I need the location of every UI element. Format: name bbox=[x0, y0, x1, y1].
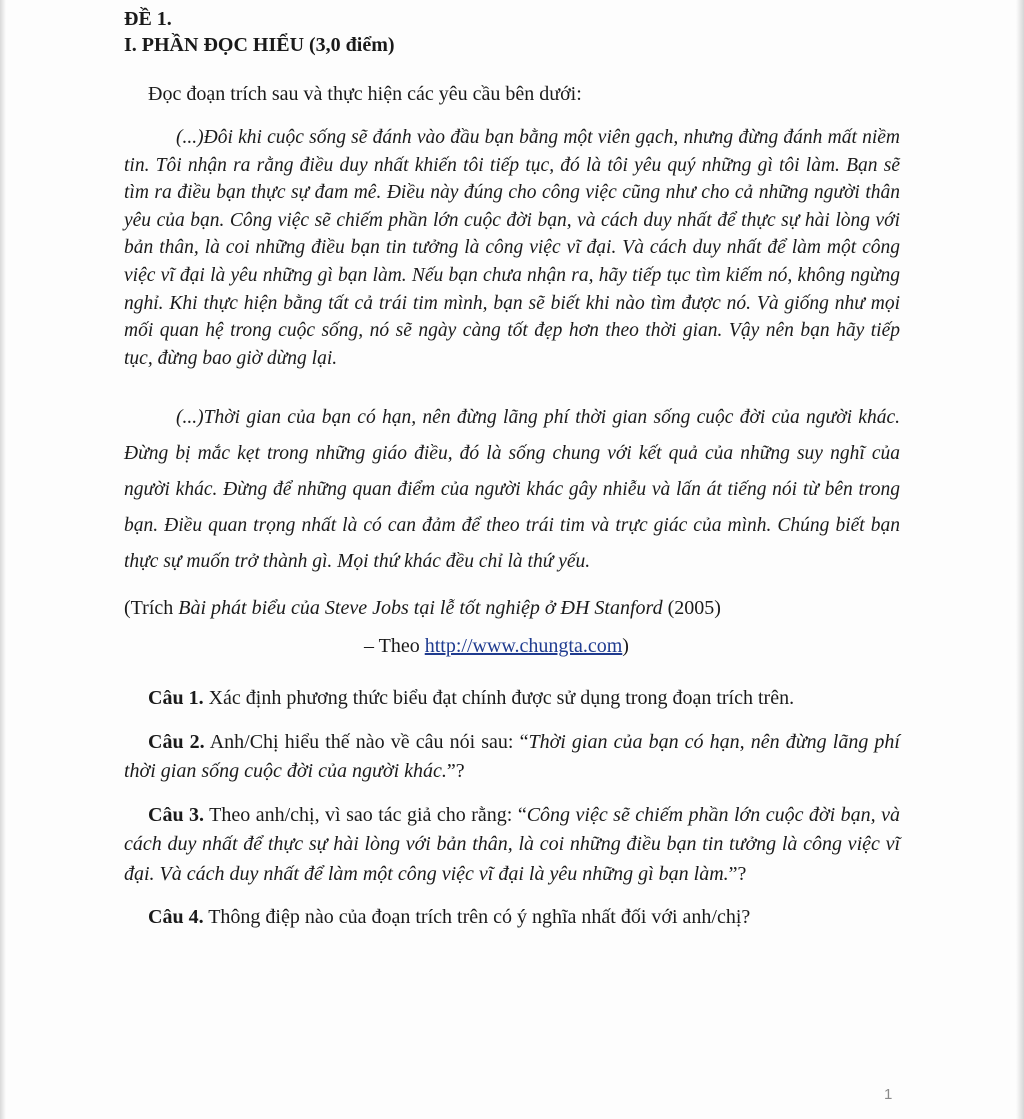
page-number: 1 bbox=[884, 1086, 893, 1103]
source-close: ) bbox=[622, 635, 629, 658]
question-3-quote: Công việc sẽ chiếm phần lớn cuộc đời bạn, và cách duy nhất để thực sự hài lòng với bản thân, là coi những điều bạn tin tưởng là công việc vĩ đại. Và cách duy nhất để làm một công việc vĩ đại là yêu những gì bạn làm. bbox=[124, 803, 900, 885]
question-4-text: Thông điệp nào của đoạn trích trên có ý nghĩa nhất đối với anh/chị? bbox=[203, 906, 751, 929]
passage-paragraph-1: (...)Đôi khi cuộc sống sẽ đánh vào đầu bạn bằng một viên gạch, nhưng đừng đánh mất niềm tin. Tôi nhận ra rằng điều duy nhất khiến tôi tiếp tục, đó là tôi yêu quý những gì tôi làm. Bạn sẽ tìm ra điều bạn thực sự đam mê. Điều này đúng cho công việc cũng như cho cả những người thân yêu của bạn. Công việc sẽ chiếm phần lớn cuộc đời bạn, và cách duy nhất để thực sự hài lòng với bản thân, là coi những điều bạn tin tưởng là công việc vĩ đại. Và cách duy nhất để làm một công việc vĩ đại là yêu những gì bạn làm. Nếu bạn chưa nhận ra, hãy tiếp tục tìm kiếm nó, không ngừng nghỉ. Khi thực hiện bằng tất cả trái tim mình, bạn sẽ biết khi nào tìm được nó. Và giống như mọi mối quan hệ trong cuộc sống, nó sẽ ngày càng tốt đẹp hơn theo thời gian. Vậy nên bạn hãy tiếp tục, đừng bao giờ dừng lại. bbox=[124, 127, 900, 369]
page-edge-left bbox=[0, 0, 6, 1119]
instruction-text: Đọc đoạn trích sau và thực hiện các yêu cầu bên dưới: bbox=[148, 83, 582, 105]
question-3-suffix: ”? bbox=[728, 862, 747, 885]
exam-label: ĐỀ 1. bbox=[124, 8, 172, 30]
page-edge-right bbox=[1016, 0, 1024, 1119]
source-work-title: Bài phát biểu của Steve Jobs tại lễ tốt nghiệp ở ĐH Stanford bbox=[178, 597, 663, 620]
question-2-suffix: ”? bbox=[446, 760, 465, 783]
document-content bbox=[124, 6, 900, 933]
question-3 bbox=[124, 801, 900, 890]
question-1-label: Câu 1. bbox=[148, 687, 204, 710]
source-citation bbox=[124, 594, 900, 622]
question-2 bbox=[124, 728, 900, 787]
source-url-link[interactable]: http://www.chungta.com bbox=[424, 635, 623, 658]
question-4-label: Câu 4. bbox=[148, 906, 204, 929]
question-1 bbox=[124, 684, 900, 714]
question-3-text: Theo anh/chị, vì sao tác giả cho rằng: “ bbox=[204, 803, 527, 826]
question-1-text: Xác định phương thức biểu đạt chính được sử dụng trong đoạn trích trên. bbox=[203, 687, 795, 710]
source-via: – Theo bbox=[364, 635, 425, 658]
source-link-line bbox=[364, 632, 900, 660]
question-3-label: Câu 3. bbox=[148, 803, 205, 826]
question-4 bbox=[124, 903, 900, 933]
section-title: I. PHẦN ĐỌC HIỂU (3,0 điểm) bbox=[124, 34, 395, 56]
question-2-quote: Thời gian của bạn có hạn, nên đừng lãng phí thời gian sống cuộc đời của người khác. bbox=[124, 730, 900, 783]
source-prefix: (Trích bbox=[124, 597, 179, 620]
question-2-label: Câu 2. bbox=[148, 730, 205, 753]
passage-paragraph-2: (...)Thời gian của bạn có hạn, nên đừng lãng phí thời gian sống cuộc đời của người khác. Đừng bị mắc kẹt trong những giáo điều, đó là sống chung với kết quả của những suy nghĩ của người khác. Đừng để những quan điểm của người khác gây nhiễu và lấn át tiếng nói từ bên trong bạn. Điều quan trọng nhất là có can đảm để theo trái tim và trực giác của mình. Chúng biết bạn thực sự muốn trở thành gì. Mọi thứ khác đều chỉ là thứ yếu. bbox=[124, 407, 900, 573]
source-year: (2005) bbox=[662, 597, 721, 620]
question-2-text: Anh/Chị hiểu thế nào về câu nói sau: “ bbox=[204, 730, 529, 753]
